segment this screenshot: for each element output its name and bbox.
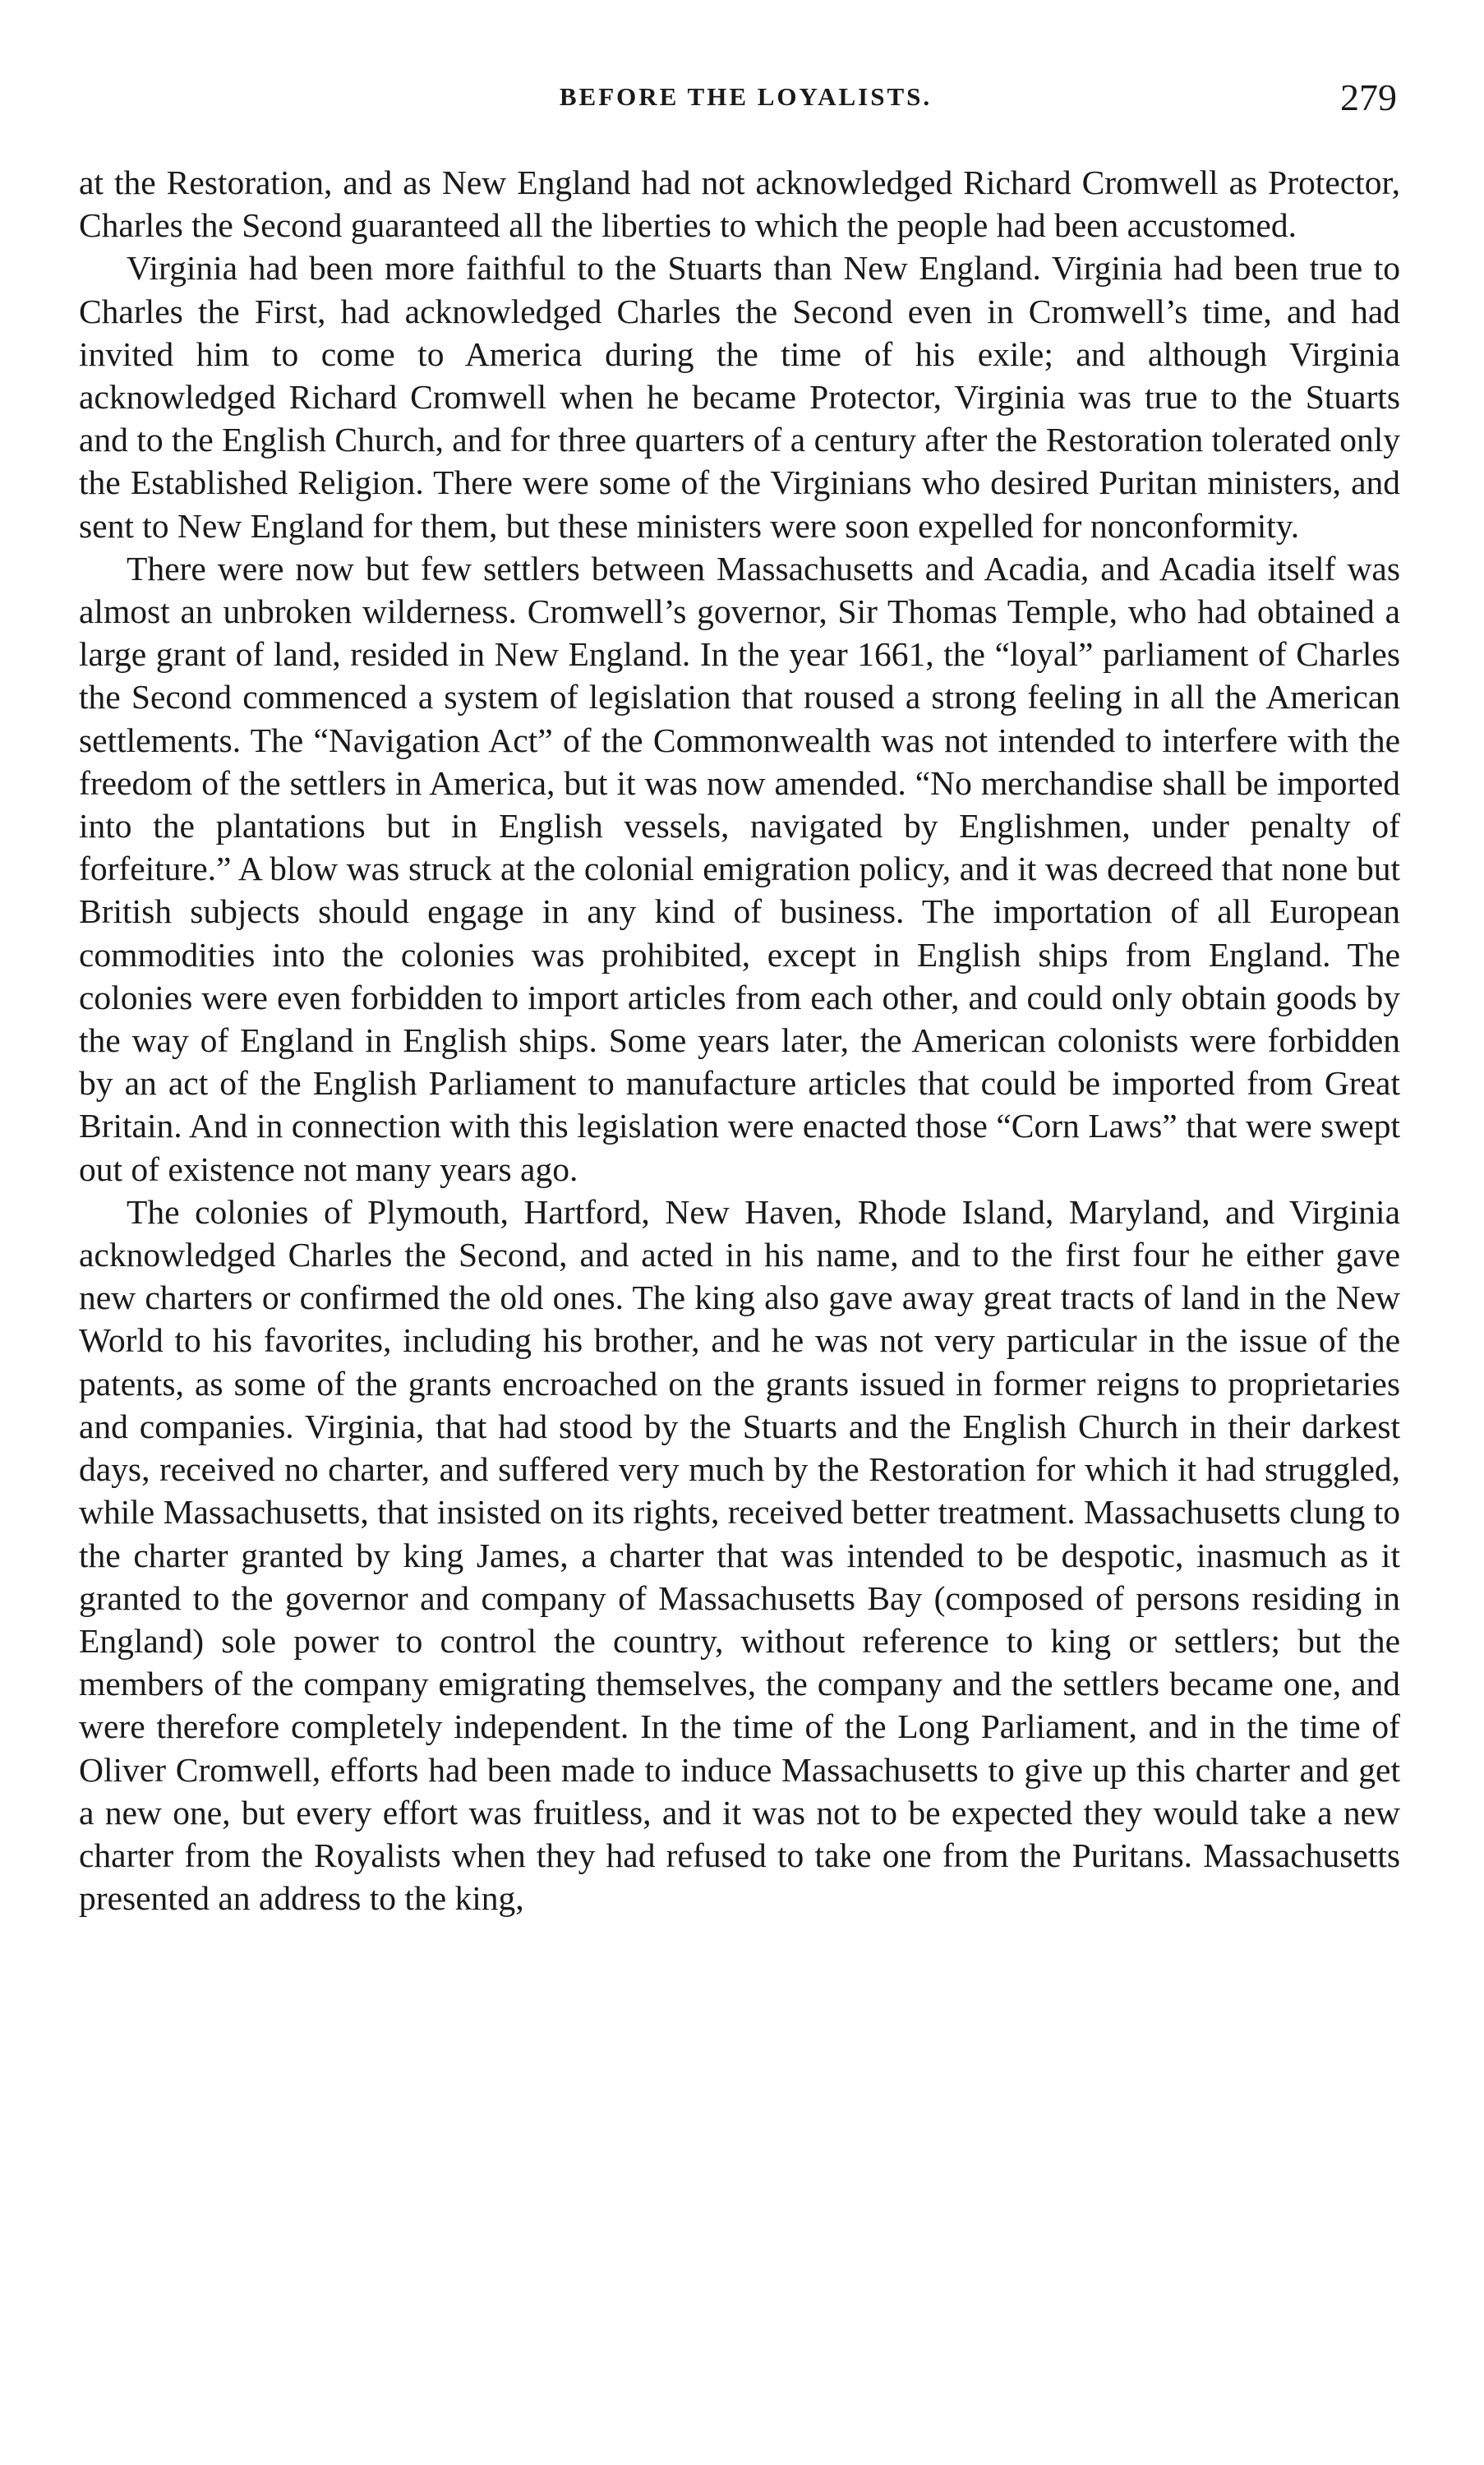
paragraph-navigation-act: There were now but few settlers between Massachusetts and Acadia, and Acadia itself was almost an unbroken wilderness. Cromwell’s governor, Sir Thomas Temple, who had obtained a large grant of land, resided in New England. In the year 1661, the “loyal” parliament of Charles the Second commenced a system of legislation that roused a strong feeling in all the American settlements. The “Navigation Act” of the Commonwealth was not intended to interfere with the freedom of the settlers in America, but it was now amended. “No merchandise shall be imported into the plantations but in English vessels, navigated by Englishmen, under penalty of forfeiture.” A blow was struck at the colonial emigration policy, and it was decreed that none but British subjects should engage in any kind of business. The importation of all European commodities into the colonies was prohibited, except in English ships from England. The colonies were even forbidden to import articles from each other, and could only obtain goods by the way of England in English ships. Some years later, the American colonists were forbidden by an act of the English Parliament to manufacture articles that could be imported from Great Britain. And in connection with this legislation were enacted those “Corn Laws” that were swept out of existence not many years ago. [79, 549, 1400, 1188]
paragraph-continuation: at the Restoration, and as New England had not acknowledged Richard Cromwell as Protector, Charles the Second guaranteed all the liberties to which the people had been accustomed. [79, 164, 1400, 245]
paragraph-virginia: Virginia had been more faithful to the Stuarts than New England. Virginia had been true to Charles the First, had acknowledged Charles the Second even in Cromwell’s time, and had invited him to come to America during the time of his exile; and although Virginia acknowledged Richard Cromwell when he became Protector, Virginia was true to the Stuarts and to the English Church, and for three quarters of a century after the Restoration tolerated only the Established Religion. There were some of the Virginians who desired Puritan ministers, and sent to New England for them, but these ministers were soon expelled for nonconformity. [79, 249, 1400, 545]
page-number: 279 [1340, 76, 1397, 118]
page-header [94, 76, 1397, 133]
paragraph-colonies-charters: The colonies of Plymouth, Hartford, New Haven, Rhode Island, Maryland, and Virginia acknowledged Charles the Second, and acted in his name, and to the first four he either gave new charters or confirmed the old ones. The king also gave away great tracts of land in the New World to his favorites, including his brother, and he was not very particular in the issue of the patents, as some of the grants encroached on the grants issued in former reigns to proprietaries and companies. Virginia, that had stood by the Stuarts and the English Church in their darkest days, received no charter, and suffered very much by the Restoration for which it had struggled, while Massachusetts, that insisted on its rights, received better treatment. Massachusetts clung to the charter granted by king James, a charter that was intended to be despotic, inasmuch as it granted to the governor and company of Massachusetts Bay (composed of persons residing in England) sole power to control the country, without reference to king or settlers; but the members of the company emigrating themselves, the company and the settlers became one, and were therefore completely independent. In the time of the Long Parliament, and in the time of Oliver Cromwell, efforts had been made to induce Massachusetts to give up this charter and get a new one, but every effort was fruitless, and it was not to be expected they would take a new charter from the Royalists when they had refused to take one from the Puritans. Massachusetts presented an address to the king, [79, 1192, 1400, 1918]
running-head: BEFORE THE LOYALISTS. [559, 82, 933, 111]
body-text [79, 161, 1400, 1919]
